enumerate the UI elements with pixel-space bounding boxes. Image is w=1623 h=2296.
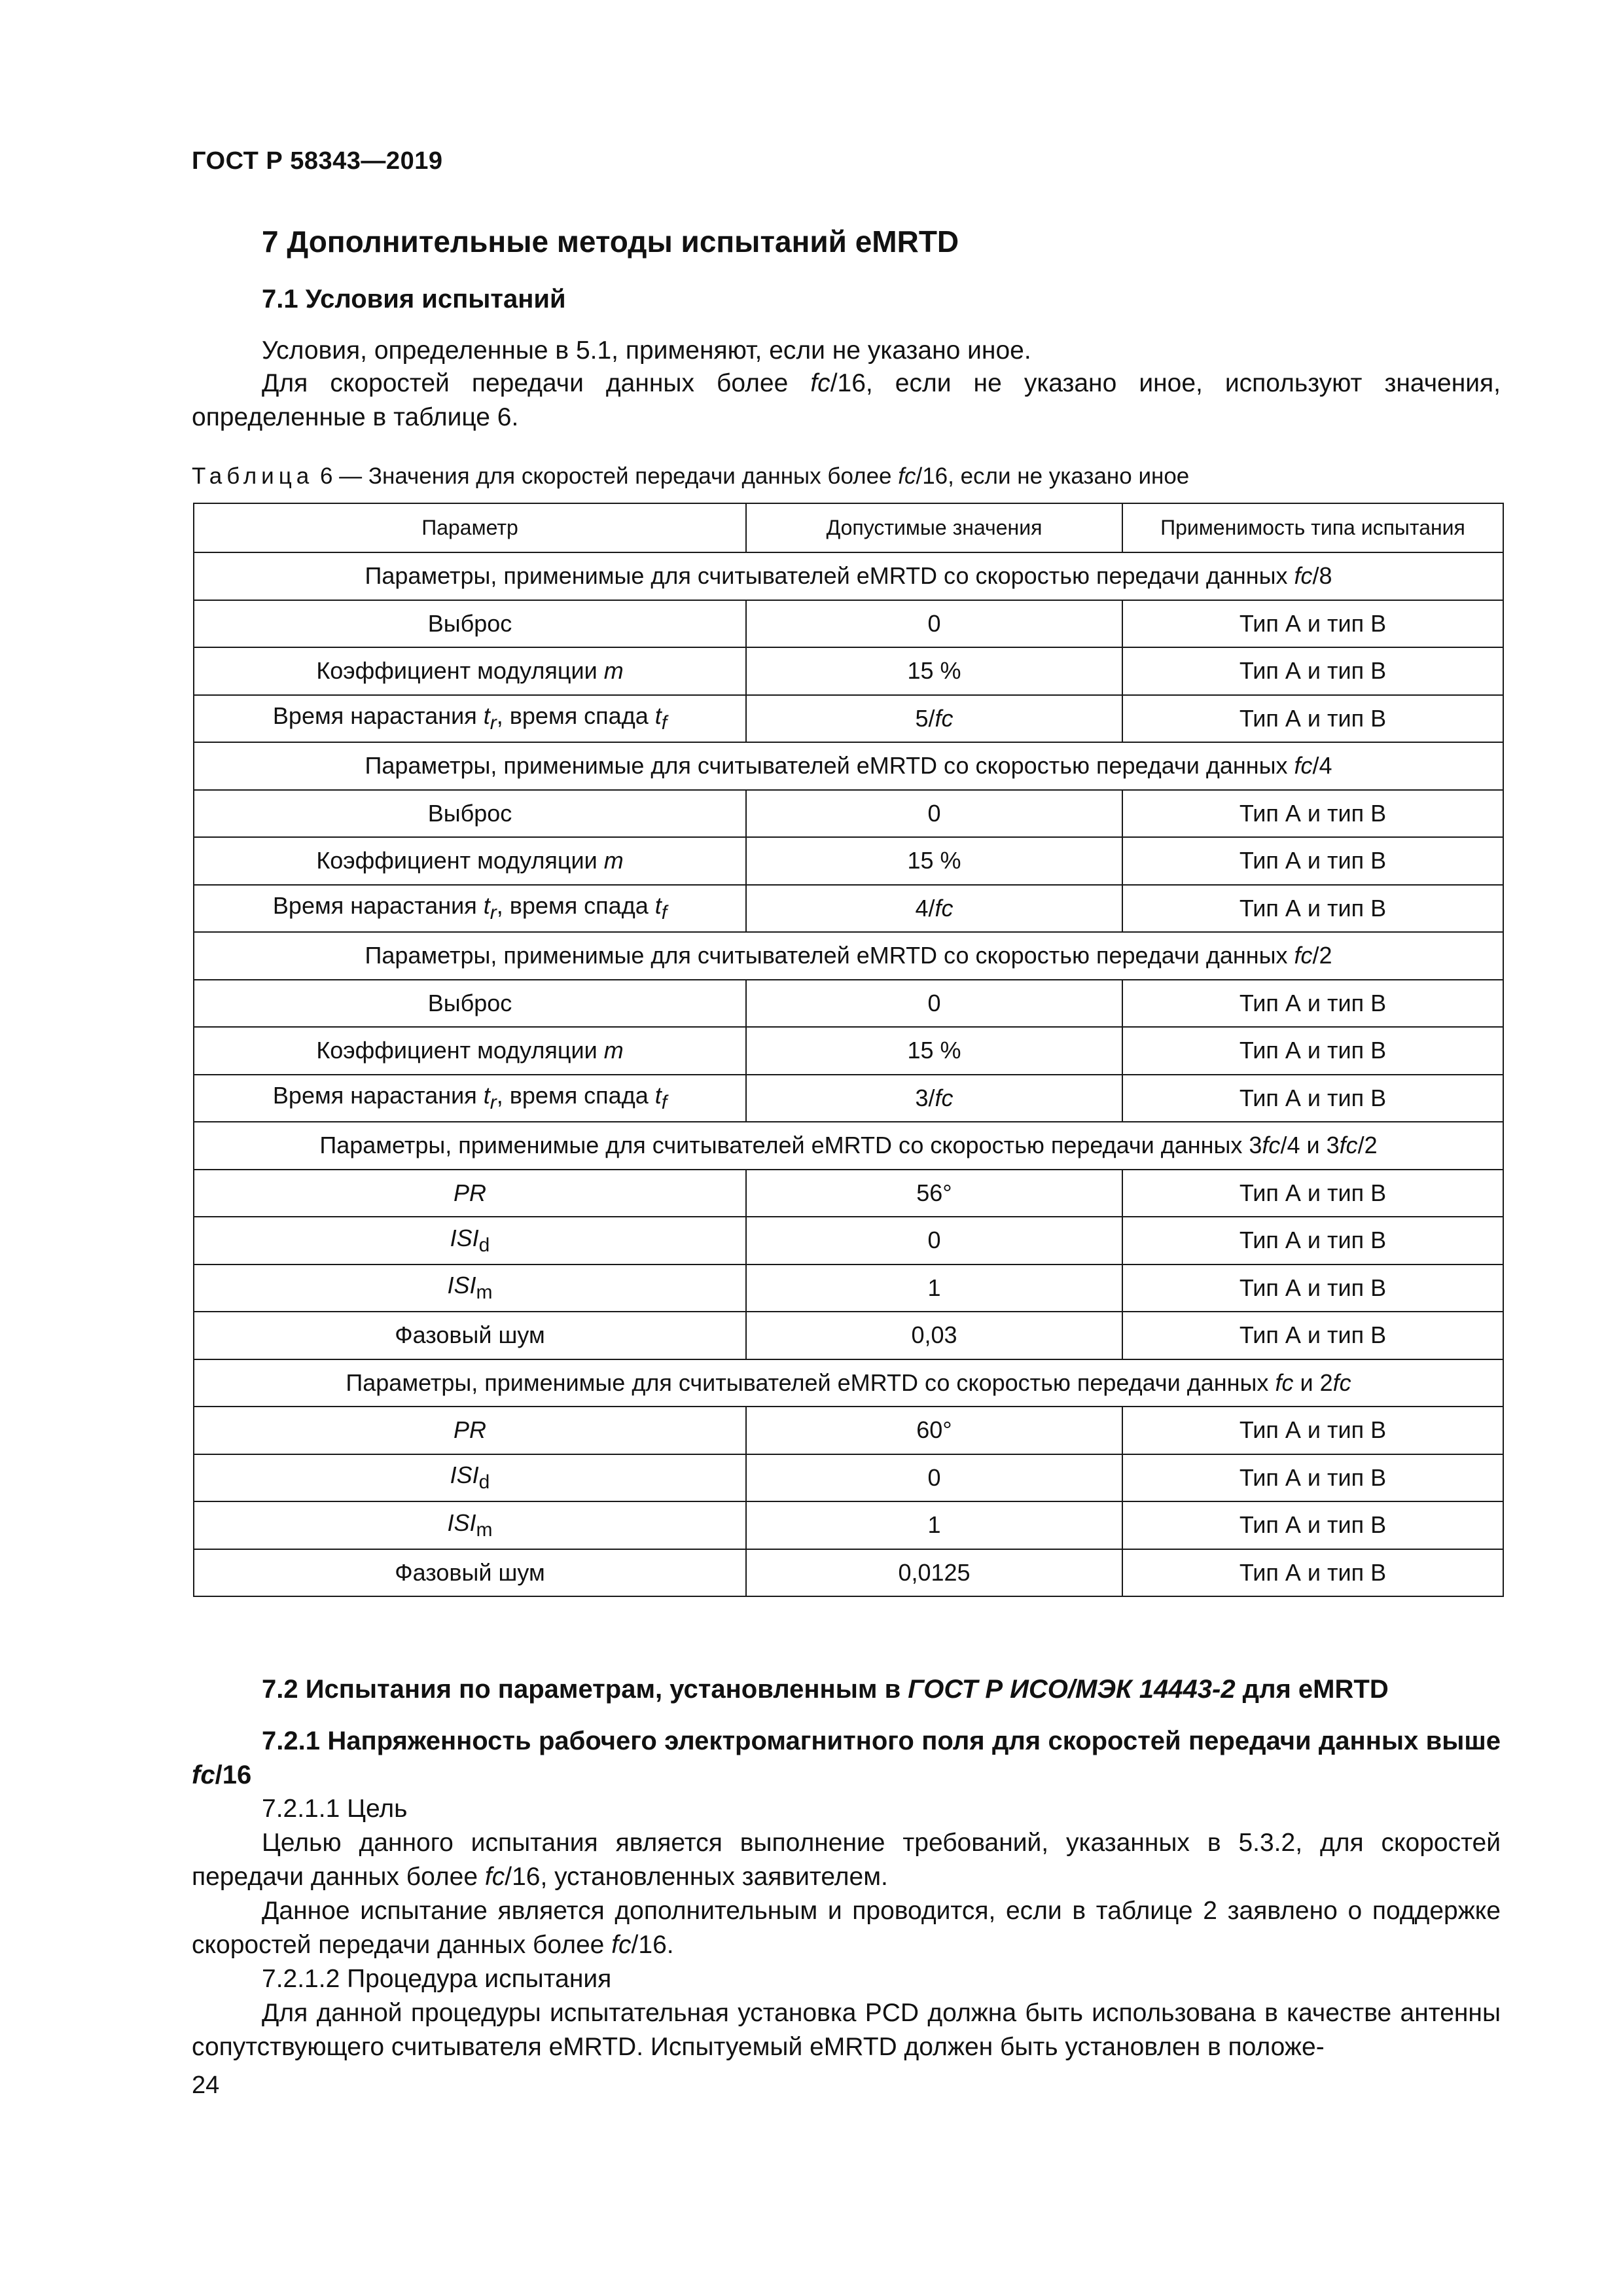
value-cell: 5/fc bbox=[746, 695, 1122, 743]
section-7-1-heading: 7.1 Условия испытаний bbox=[262, 285, 566, 314]
value-cell: 15 % bbox=[746, 837, 1122, 885]
section-7-2-1-heading: 7.2.1 Напряженность рабочего электромагнитного поля для скоростей передачи данных выше fc/16 bbox=[192, 1727, 1501, 1789]
header-applicability: Применимость типа испытания bbox=[1122, 503, 1503, 552]
value-cell: 15 % bbox=[746, 1027, 1122, 1075]
table-row bbox=[194, 647, 1503, 695]
table-row bbox=[194, 1549, 1503, 1597]
table-row bbox=[194, 1170, 1503, 1217]
applicability-cell: Тип А и тип В bbox=[1122, 1312, 1503, 1359]
value-cell: 0 bbox=[746, 790, 1122, 838]
applicability-cell: Тип А и тип В bbox=[1122, 1027, 1503, 1075]
table-row bbox=[194, 980, 1503, 1028]
section-7-2-1-2-heading: 7.2.1.2 Процедура испытания bbox=[262, 1965, 612, 1993]
param-cell: Выброс bbox=[194, 600, 746, 648]
applicability-cell: Тип А и тип В bbox=[1122, 1501, 1503, 1549]
table-6-caption: Таблица 6 — Значения для скоростей передачи данных более fc/16, если не указано иное bbox=[192, 463, 1190, 489]
value-cell: 60° bbox=[746, 1407, 1122, 1454]
table-row bbox=[194, 885, 1503, 933]
applicability-cell: Тип А и тип В bbox=[1122, 1265, 1503, 1312]
section-7-1-paragraph-1: Условия, определенные в 5.1, применяют, если не указано иное. bbox=[262, 336, 1031, 365]
applicability-cell: Тип А и тип В bbox=[1122, 837, 1503, 885]
table-row bbox=[194, 695, 1503, 743]
applicability-cell: Тип А и тип В bbox=[1122, 1217, 1503, 1265]
applicability-cell: Тип А и тип В bbox=[1122, 1454, 1503, 1502]
header-parameter: Параметр bbox=[194, 503, 746, 552]
section-7-heading: 7 Дополнительные методы испытаний eMRTD bbox=[262, 224, 959, 259]
page-number: 24 bbox=[192, 2072, 220, 2099]
section-7-2-1-1-heading: 7.2.1.1 Цель bbox=[262, 1795, 408, 1823]
additional-test-paragraph: Данное испытание является дополнительным и проводится, если в таблице 2 заявлено о поддержке скоростей передачи данных более fc/16. bbox=[192, 1897, 1501, 1959]
group-heading: Параметры, применимые для считывателей eMRTD со скоростью передачи данных fc/8 bbox=[194, 552, 1503, 600]
group-row bbox=[194, 1122, 1503, 1170]
param-cell: Время нарастания $t_r$, время спада $t_f$ bbox=[194, 1075, 746, 1122]
table-row bbox=[194, 837, 1503, 885]
value-cell: 56° bbox=[746, 1170, 1122, 1217]
param-cell: Выброс bbox=[194, 790, 746, 838]
table-row bbox=[194, 1027, 1503, 1075]
group-row bbox=[194, 742, 1503, 790]
table-row bbox=[194, 1075, 1503, 1122]
param-cell: PR bbox=[194, 1407, 746, 1454]
param-cell: Время нарастания $t_r$, время спада $t_f$ bbox=[194, 885, 746, 933]
param-cell: Коэффициент модуляции m bbox=[194, 647, 746, 695]
section-7-2-heading: 7.2 Испытания по параметрам, установленным в ГОСТ Р ИСО/МЭК 14443-2 для eMRTD bbox=[262, 1675, 1389, 1704]
applicability-cell: Тип А и тип В bbox=[1122, 1170, 1503, 1217]
param-cell: PR bbox=[194, 1170, 746, 1217]
applicability-cell: Тип А и тип В bbox=[1122, 980, 1503, 1028]
value-cell: 15 % bbox=[746, 647, 1122, 695]
group-row bbox=[194, 552, 1503, 600]
group-heading: Параметры, применимые для считывателей eMRTD со скоростью передачи данных fc и 2fc bbox=[194, 1359, 1503, 1407]
value-cell: 0 bbox=[746, 1454, 1122, 1502]
table-row bbox=[194, 1265, 1503, 1312]
applicability-cell: Тип А и тип В bbox=[1122, 600, 1503, 648]
applicability-cell: Тип А и тип В bbox=[1122, 1549, 1503, 1597]
group-heading: Параметры, применимые для считывателей eMRTD со скоростью передачи данных fc/2 bbox=[194, 932, 1503, 980]
table-row bbox=[194, 600, 1503, 648]
value-cell: 0 bbox=[746, 980, 1122, 1028]
value-cell: 0 bbox=[746, 1217, 1122, 1265]
table-row bbox=[194, 1312, 1503, 1359]
table-row bbox=[194, 790, 1503, 838]
value-cell: 3/fc bbox=[746, 1075, 1122, 1122]
applicability-cell: Тип А и тип В bbox=[1122, 1407, 1503, 1454]
table-row bbox=[194, 1217, 1503, 1265]
document-code-header: ГОСТ Р 58343—2019 bbox=[192, 147, 443, 175]
param-cell: $ISI_d$ bbox=[194, 1454, 746, 1502]
group-heading: Параметры, применимые для считывателей eMRTD со скоростью передачи данных 3fc/4 и 3fc/2 bbox=[194, 1122, 1503, 1170]
table-row bbox=[194, 1501, 1503, 1549]
param-cell: Выброс bbox=[194, 980, 746, 1028]
group-heading: Параметры, применимые для считывателей eMRTD со скоростью передачи данных fc/4 bbox=[194, 742, 1503, 790]
value-cell: 4/fc bbox=[746, 885, 1122, 933]
applicability-cell: Тип А и тип В bbox=[1122, 647, 1503, 695]
param-cell: Фазовый шум bbox=[194, 1549, 746, 1597]
value-cell: 1 bbox=[746, 1265, 1122, 1312]
group-row bbox=[194, 932, 1503, 980]
parameters-table bbox=[193, 503, 1504, 1597]
param-cell: $ISI_m$ bbox=[194, 1501, 746, 1549]
header-allowed-values: Допустимые значения bbox=[746, 503, 1122, 552]
value-cell: 0,03 bbox=[746, 1312, 1122, 1359]
param-cell: Коэффициент модуляции m bbox=[194, 837, 746, 885]
applicability-cell: Тип А и тип В bbox=[1122, 885, 1503, 933]
param-cell: $ISI_m$ bbox=[194, 1265, 746, 1312]
applicability-cell: Тип А и тип В bbox=[1122, 695, 1503, 743]
procedure-paragraph: Для данной процедуры испытательная установка PCD должна быть использована в качестве антенны сопутствующего считывателя eMRTD. Испытуемый eMRTD должен быть установлен в положе- bbox=[192, 1999, 1501, 2061]
table-row bbox=[194, 1407, 1503, 1454]
value-cell: 1 bbox=[746, 1501, 1122, 1549]
value-cell: 0 bbox=[746, 600, 1122, 648]
goal-paragraph: Целью данного испытания является выполнение требований, указанных в 5.3.2, для скоростей передачи данных более fc/16, установленных заявителем. bbox=[192, 1829, 1501, 1891]
section-7-1-paragraph-2: Для скоростей передачи данных более fc/16, если не указано иное, используют значения, определенные в таблице 6. bbox=[192, 369, 1501, 431]
param-cell: Время нарастания $t_r$, время спада $t_f$ bbox=[194, 695, 746, 743]
param-cell: Коэффициент модуляции m bbox=[194, 1027, 746, 1075]
table-row bbox=[194, 1454, 1503, 1502]
param-cell: $ISI_d$ bbox=[194, 1217, 746, 1265]
param-cell: Фазовый шум bbox=[194, 1312, 746, 1359]
applicability-cell: Тип А и тип В bbox=[1122, 1075, 1503, 1122]
table-header-row bbox=[194, 503, 1503, 552]
group-row bbox=[194, 1359, 1503, 1407]
value-cell: 0,0125 bbox=[746, 1549, 1122, 1597]
applicability-cell: Тип А и тип В bbox=[1122, 790, 1503, 838]
